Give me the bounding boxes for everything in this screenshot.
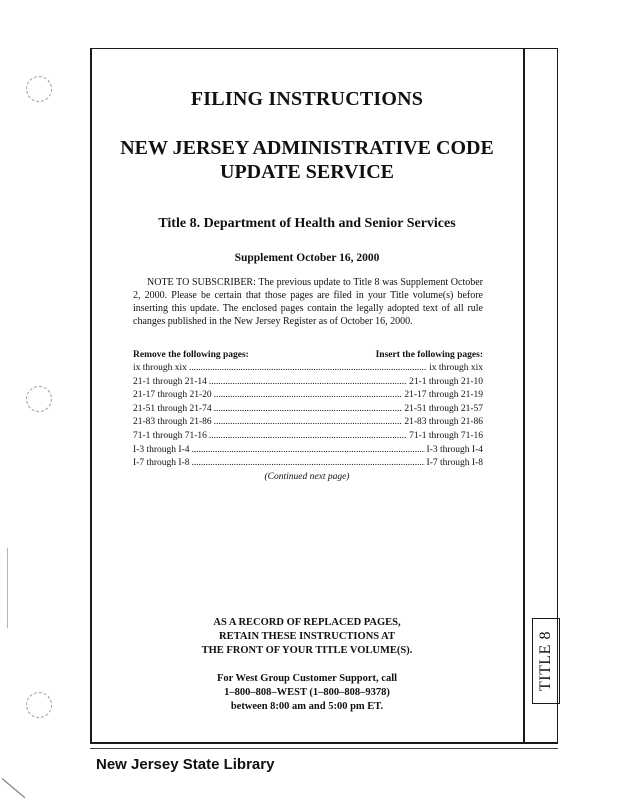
- table-row: [133, 458, 483, 472]
- support-line1: For West Group Customer Support, call: [216, 673, 398, 684]
- dot-leader: [191, 445, 424, 455]
- instructions-content: [92, 48, 522, 742]
- insert-pages: 71-1 through 71-16: [409, 430, 483, 441]
- bottom-rule: [90, 748, 558, 749]
- note-to-subscriber: NOTE TO SUBSCRIBER: The previous update to Title 8 was Supplement October 2, 2000. Please be certain that those pages are filed in your Title volume(s) before inserting this update. The enclosed pages contain the legally adopted text of all rule changes published in the New Jersey Register as of October 16, 2000.: [133, 277, 483, 327]
- dot-leader: [214, 404, 403, 414]
- scan-corner-mark: [2, 778, 26, 798]
- table-row: [133, 431, 483, 445]
- remove-pages: 21-51 through 21-74: [133, 403, 212, 414]
- dot-leader: [209, 377, 407, 387]
- tab-divider-line: [523, 48, 525, 744]
- insert-pages: 21-1 through 21-10: [409, 376, 483, 387]
- support-phone: 1–800–808–WEST (1–800–808–9378): [224, 687, 390, 698]
- table-row: [133, 377, 483, 391]
- remove-pages: I-7 through I-8: [133, 458, 190, 469]
- table-row: [133, 417, 483, 431]
- insert-pages: 21-17 through 21-19: [404, 390, 483, 401]
- record-notice: [92, 616, 522, 658]
- dot-leader: [189, 363, 427, 373]
- record-line1: AS A RECORD OF REPLACED PAGES,: [213, 617, 401, 628]
- insert-pages: I-7 through I-8: [426, 458, 483, 469]
- pages-table: [133, 363, 483, 472]
- customer-support-notice: [92, 672, 522, 714]
- title-tab: [532, 618, 560, 704]
- remove-pages: I-3 through I-4: [133, 444, 190, 455]
- record-line3: THE FRONT OF YOUR TITLE VOLUME(S).: [201, 645, 413, 656]
- support-hours: between 8:00 am and 5:00 pm ET.: [230, 701, 384, 712]
- remove-pages: ix through xix: [133, 363, 187, 373]
- code-heading-line1: NEW JERSEY ADMINISTRATIVE CODE: [120, 137, 494, 159]
- code-heading-line2: UPDATE SERVICE: [220, 161, 394, 183]
- table-row: [133, 445, 483, 459]
- table-row: [133, 390, 483, 404]
- continued-note: (Continued next page): [264, 472, 350, 482]
- supplement-date: Supplement October 16, 2000: [234, 252, 380, 264]
- library-stamp: New Jersey State Library: [96, 756, 275, 773]
- insert-pages: ix through xix: [429, 363, 483, 373]
- punch-hole-bottom: [26, 692, 52, 718]
- title-tab-label: TITLE 8: [537, 631, 554, 691]
- dot-leader: [214, 417, 403, 427]
- title-department: Title 8. Department of Health and Senior Services: [158, 216, 456, 231]
- punch-hole-top: [26, 76, 52, 102]
- insert-pages: I-3 through I-4: [426, 444, 483, 455]
- record-line2: RETAIN THESE INSTRUCTIONS AT: [219, 631, 395, 642]
- dot-leader: [214, 390, 403, 400]
- dot-leader: [191, 458, 424, 468]
- remove-pages: 71-1 through 71-16: [133, 430, 207, 441]
- dot-leader: [209, 431, 407, 441]
- punch-hole-middle: [26, 386, 52, 412]
- insert-column-header: Insert the following pages:: [375, 350, 483, 360]
- pages-table-header: [133, 350, 483, 360]
- insert-pages: 21-51 through 21-57: [404, 403, 483, 414]
- scan-margin-mark: [7, 548, 8, 628]
- table-row: [133, 363, 483, 377]
- remove-pages: 21-83 through 21-86: [133, 417, 212, 428]
- filing-instructions-heading: FILING INSTRUCTIONS: [190, 88, 424, 110]
- insert-pages: 21-83 through 21-86: [404, 417, 483, 428]
- remove-pages: 21-1 through 21-14: [133, 376, 207, 387]
- remove-pages: 21-17 through 21-20: [133, 390, 212, 401]
- remove-column-header: Remove the following pages:: [133, 350, 249, 360]
- table-row: [133, 404, 483, 418]
